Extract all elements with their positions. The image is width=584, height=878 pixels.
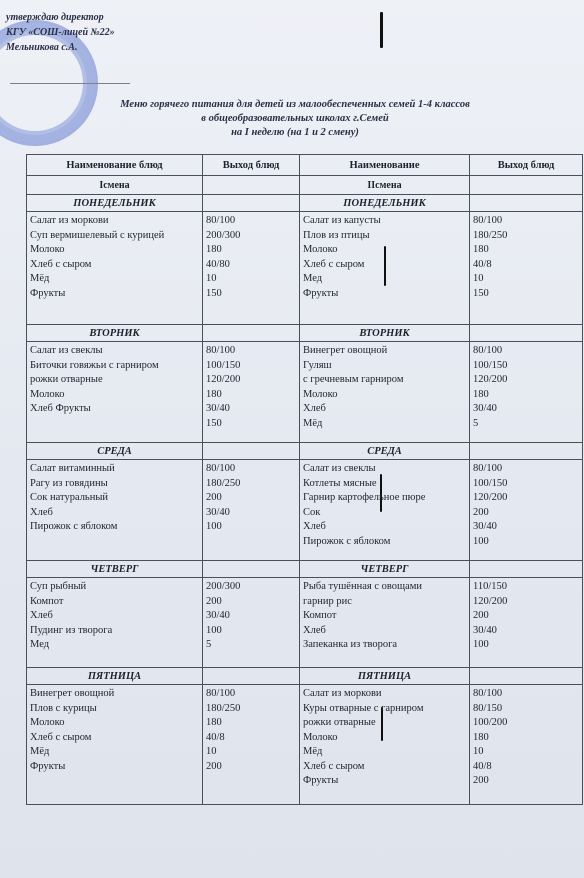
dish-name: Хлеб — [30, 610, 53, 621]
dish-yield: 5 — [473, 417, 479, 429]
column-header: Выход блюд — [470, 155, 583, 176]
dish-name: Хлеб с сыром — [30, 731, 92, 743]
document-title — [60, 98, 530, 140]
day-items-row — [27, 460, 583, 561]
dish-yield: 100/150 — [206, 359, 241, 371]
dish-yield: 80/100 — [473, 345, 503, 356]
shift-row — [27, 176, 583, 195]
yield-list-right — [470, 212, 583, 325]
empty-cell — [203, 176, 300, 195]
dish-list-left — [27, 578, 203, 668]
dish-name: Мёд — [303, 417, 323, 429]
day-items-row — [27, 578, 583, 668]
dish-name: Молоко — [30, 388, 65, 400]
dish-list-left — [27, 212, 203, 325]
yield-list-right — [470, 460, 583, 561]
empty-cell — [470, 443, 583, 460]
dish-yield: 200 — [206, 492, 222, 503]
empty-cell — [203, 668, 300, 685]
empty-cell — [470, 668, 583, 685]
dish-yield: 120/200 — [473, 374, 508, 385]
dish-yield: 200 — [473, 775, 489, 786]
dish-yield: 120/200 — [473, 492, 508, 503]
dish-yield: 10 — [473, 273, 484, 284]
dish-yield: 180 — [473, 244, 489, 255]
shift-label-first: Iсмена — [27, 176, 203, 195]
day-items-row — [27, 212, 583, 325]
dish-name: Суп рыбный — [30, 581, 87, 592]
title-line-3: на I неделю (на 1 и 2 смену) — [231, 127, 359, 138]
dish-yield: 180 — [473, 731, 489, 743]
dish-yield: 80/100 — [206, 215, 236, 226]
dish-name: рожки отварные — [303, 717, 376, 728]
dish-name: Плов из птицы — [303, 229, 370, 241]
dish-name: Пудинг из творога — [30, 624, 113, 636]
dish-name: Биточки говяжьи с гарниром — [30, 359, 159, 371]
empty-cell — [470, 176, 583, 195]
pen-mark — [380, 12, 383, 48]
dish-yield: 100 — [206, 521, 222, 532]
empty-cell — [203, 443, 300, 460]
dish-yield: 10 — [206, 746, 217, 757]
empty-cell — [470, 561, 583, 578]
dish-name: Мёд — [30, 273, 50, 284]
dish-yield: 100 — [473, 535, 489, 547]
dish-name: Мед — [303, 273, 323, 284]
title-line-1: Меню горячего питания для детей из малообеспеченных семей 1-4 классов — [120, 99, 470, 110]
dish-name: Молоко — [303, 388, 338, 400]
yield-list-right — [470, 342, 583, 443]
dish-yield: 200/300 — [206, 581, 241, 592]
day-header-row — [27, 668, 583, 685]
dish-yield: 30/40 — [473, 624, 497, 636]
empty-cell — [203, 195, 300, 212]
empty-cell — [203, 561, 300, 578]
dish-name: Хлеб Фрукты — [30, 403, 91, 414]
day-header-row — [27, 561, 583, 578]
dish-name: Компот — [30, 595, 64, 607]
day-name-right: СРЕДА — [300, 443, 470, 460]
dish-yield: 80/100 — [206, 345, 236, 356]
empty-cell — [470, 325, 583, 342]
dish-yield: 100 — [206, 624, 222, 636]
signature-line — [10, 83, 130, 84]
dish-name: Мёд — [303, 746, 323, 757]
dish-name: Салат из свеклы — [30, 345, 103, 356]
dish-yield: 30/40 — [206, 403, 230, 414]
column-header: Выход блюд — [203, 155, 300, 176]
dish-yield: 180 — [206, 388, 222, 400]
dish-yield: 100/150 — [473, 477, 508, 489]
yield-list-left — [203, 212, 300, 325]
dish-yield: 200 — [206, 760, 222, 772]
dish-name: Хлеб с сыром — [303, 258, 365, 270]
dish-yield: 110/150 — [473, 581, 508, 592]
dish-name: Молоко — [303, 244, 338, 255]
dish-name: Хлеб — [303, 403, 326, 414]
dish-name: Фрукты — [303, 775, 339, 786]
approval-line-3: Мельникова с.А. — [6, 42, 78, 53]
empty-cell — [203, 325, 300, 342]
dish-yield: 80/100 — [473, 463, 503, 474]
day-header-row — [27, 195, 583, 212]
day-name-right: ПЯТНИЦА — [300, 668, 470, 685]
table-header-row — [27, 155, 583, 176]
dish-yield: 100/150 — [473, 359, 508, 371]
shift-label-second: IIсмена — [300, 176, 470, 195]
dish-name: Винегрет овощной — [303, 345, 388, 356]
dish-name: Запеканка из творога — [303, 639, 398, 650]
day-name-left: ПЯТНИЦА — [27, 668, 203, 685]
dish-name: Салат из моркови — [30, 215, 109, 226]
dish-name: Пирожок с яблоком — [303, 535, 391, 547]
dish-name: Фрукты — [303, 287, 339, 299]
dish-name: Куры отварные с гарниром — [303, 702, 424, 714]
dish-yield: 180/250 — [473, 229, 508, 241]
dish-name: Рыба тушённая с овощами — [303, 581, 423, 592]
dish-yield: 30/40 — [206, 610, 230, 621]
dish-list-right — [300, 460, 470, 561]
dish-yield: 80/100 — [473, 215, 503, 226]
dish-list-left — [27, 685, 203, 805]
dish-name: Мёд — [30, 746, 50, 757]
menu-table — [26, 154, 583, 805]
dish-name: Сок натуральный — [30, 492, 109, 503]
day-items-row — [27, 342, 583, 443]
yield-list-left — [203, 578, 300, 668]
dish-yield: 200 — [206, 595, 222, 607]
dish-name: Компот — [303, 610, 337, 621]
dish-name: Салат из капусты — [303, 215, 381, 226]
dish-yield: 30/40 — [473, 521, 497, 532]
dish-list-right — [300, 578, 470, 668]
dish-yield: 180 — [473, 388, 489, 400]
dish-yield: 80/100 — [206, 463, 236, 474]
dish-name: Фрукты — [30, 287, 66, 299]
dish-name: Фрукты — [30, 760, 66, 772]
day-name-right: ПОНЕДЕЛЬНИК — [300, 195, 470, 212]
dish-yield: 200 — [473, 506, 489, 518]
approval-block — [6, 10, 115, 55]
dish-yield: 80/100 — [206, 688, 236, 699]
dish-name: Хлеб с сыром — [30, 258, 92, 270]
dish-yield: 5 — [206, 639, 212, 650]
day-name-right: ЧЕТВЕРГ — [300, 561, 470, 578]
dish-name: Хлеб с сыром — [303, 760, 365, 772]
dish-yield: 40/8 — [473, 258, 492, 270]
dish-name: Сок — [303, 506, 321, 518]
column-header: Наименование блюд — [27, 155, 203, 176]
dish-name: Хлеб — [303, 521, 326, 532]
dish-list-right — [300, 212, 470, 325]
column-header: Наименование — [300, 155, 470, 176]
yield-list-left — [203, 342, 300, 443]
dish-list-right — [300, 342, 470, 443]
yield-list-left — [203, 460, 300, 561]
day-name-left: ЧЕТВЕРГ — [27, 561, 203, 578]
dish-name: рожки отварные — [30, 374, 103, 385]
dish-yield: 200 — [473, 610, 489, 621]
day-name-left: СРЕДА — [27, 443, 203, 460]
dish-list-left — [27, 342, 203, 443]
dish-yield: 30/40 — [473, 403, 497, 414]
dish-yield: 150 — [473, 287, 489, 299]
dish-name: Гарнир картофельное пюре — [303, 492, 426, 503]
day-header-row — [27, 443, 583, 460]
day-name-right: ВТОРНИК — [300, 325, 470, 342]
dish-name: Салат витаминный — [30, 463, 115, 474]
dish-yield: 180 — [206, 717, 222, 728]
dish-name: Хлеб — [30, 506, 53, 518]
dish-name: Мед — [30, 639, 50, 650]
dish-yield: 200/300 — [206, 229, 241, 241]
days-body — [27, 195, 583, 805]
dish-yield: 40/8 — [473, 760, 492, 772]
dish-name: Хлеб — [303, 624, 326, 636]
dish-list-left — [27, 460, 203, 561]
dish-name: Салат из свеклы — [303, 463, 376, 474]
dish-name: Винегрет овощной — [30, 688, 115, 699]
day-items-row — [27, 685, 583, 805]
dish-yield: 80/150 — [473, 702, 503, 714]
dish-yield: 150 — [206, 417, 222, 429]
dish-name: Молоко — [303, 731, 338, 743]
dish-name: Молоко — [30, 244, 65, 255]
dish-name: Пирожок с яблоком — [30, 521, 118, 532]
approval-line-1: утверждаю директор — [6, 12, 104, 23]
yield-list-right — [470, 578, 583, 668]
dish-yield: 80/100 — [473, 688, 503, 699]
dish-yield: 40/80 — [206, 258, 230, 270]
dish-name: с гречневым гарниром — [303, 374, 404, 385]
dish-yield: 180/250 — [206, 702, 241, 714]
yield-list-right — [470, 685, 583, 805]
dish-yield: 10 — [206, 273, 217, 284]
dish-yield: 30/40 — [206, 506, 230, 518]
dish-name: Салат из моркови — [303, 688, 382, 699]
dish-yield: 180 — [206, 244, 222, 255]
dish-name: Гуляш — [303, 359, 332, 371]
dish-name: Котлеты мясные — [303, 477, 377, 489]
dish-yield: 180/250 — [206, 477, 241, 489]
dish-yield: 10 — [473, 746, 484, 757]
dish-name: Суп вермишелевый с курицей — [30, 229, 165, 241]
day-header-row — [27, 325, 583, 342]
dish-yield: 150 — [206, 287, 222, 299]
yield-list-left — [203, 685, 300, 805]
day-name-left: ВТОРНИК — [27, 325, 203, 342]
dish-yield: 40/8 — [206, 731, 225, 743]
dish-name: Рагу из говядины — [30, 477, 108, 489]
dish-yield: 100/200 — [473, 717, 508, 728]
dish-name: гарнир рис — [303, 595, 352, 607]
approval-line-2: КГУ «СОШ-лицей №22» — [6, 27, 115, 38]
dish-yield: 100 — [473, 639, 489, 650]
day-name-left: ПОНЕДЕЛЬНИК — [27, 195, 203, 212]
dish-name: Плов с курицы — [30, 702, 97, 714]
empty-cell — [470, 195, 583, 212]
title-line-2: в общеобразовательных школах г.Семей — [201, 113, 389, 124]
dish-yield: 120/200 — [206, 374, 241, 385]
dish-list-right — [300, 685, 470, 805]
dish-name: Молоко — [30, 717, 65, 728]
dish-yield: 120/200 — [473, 595, 508, 607]
